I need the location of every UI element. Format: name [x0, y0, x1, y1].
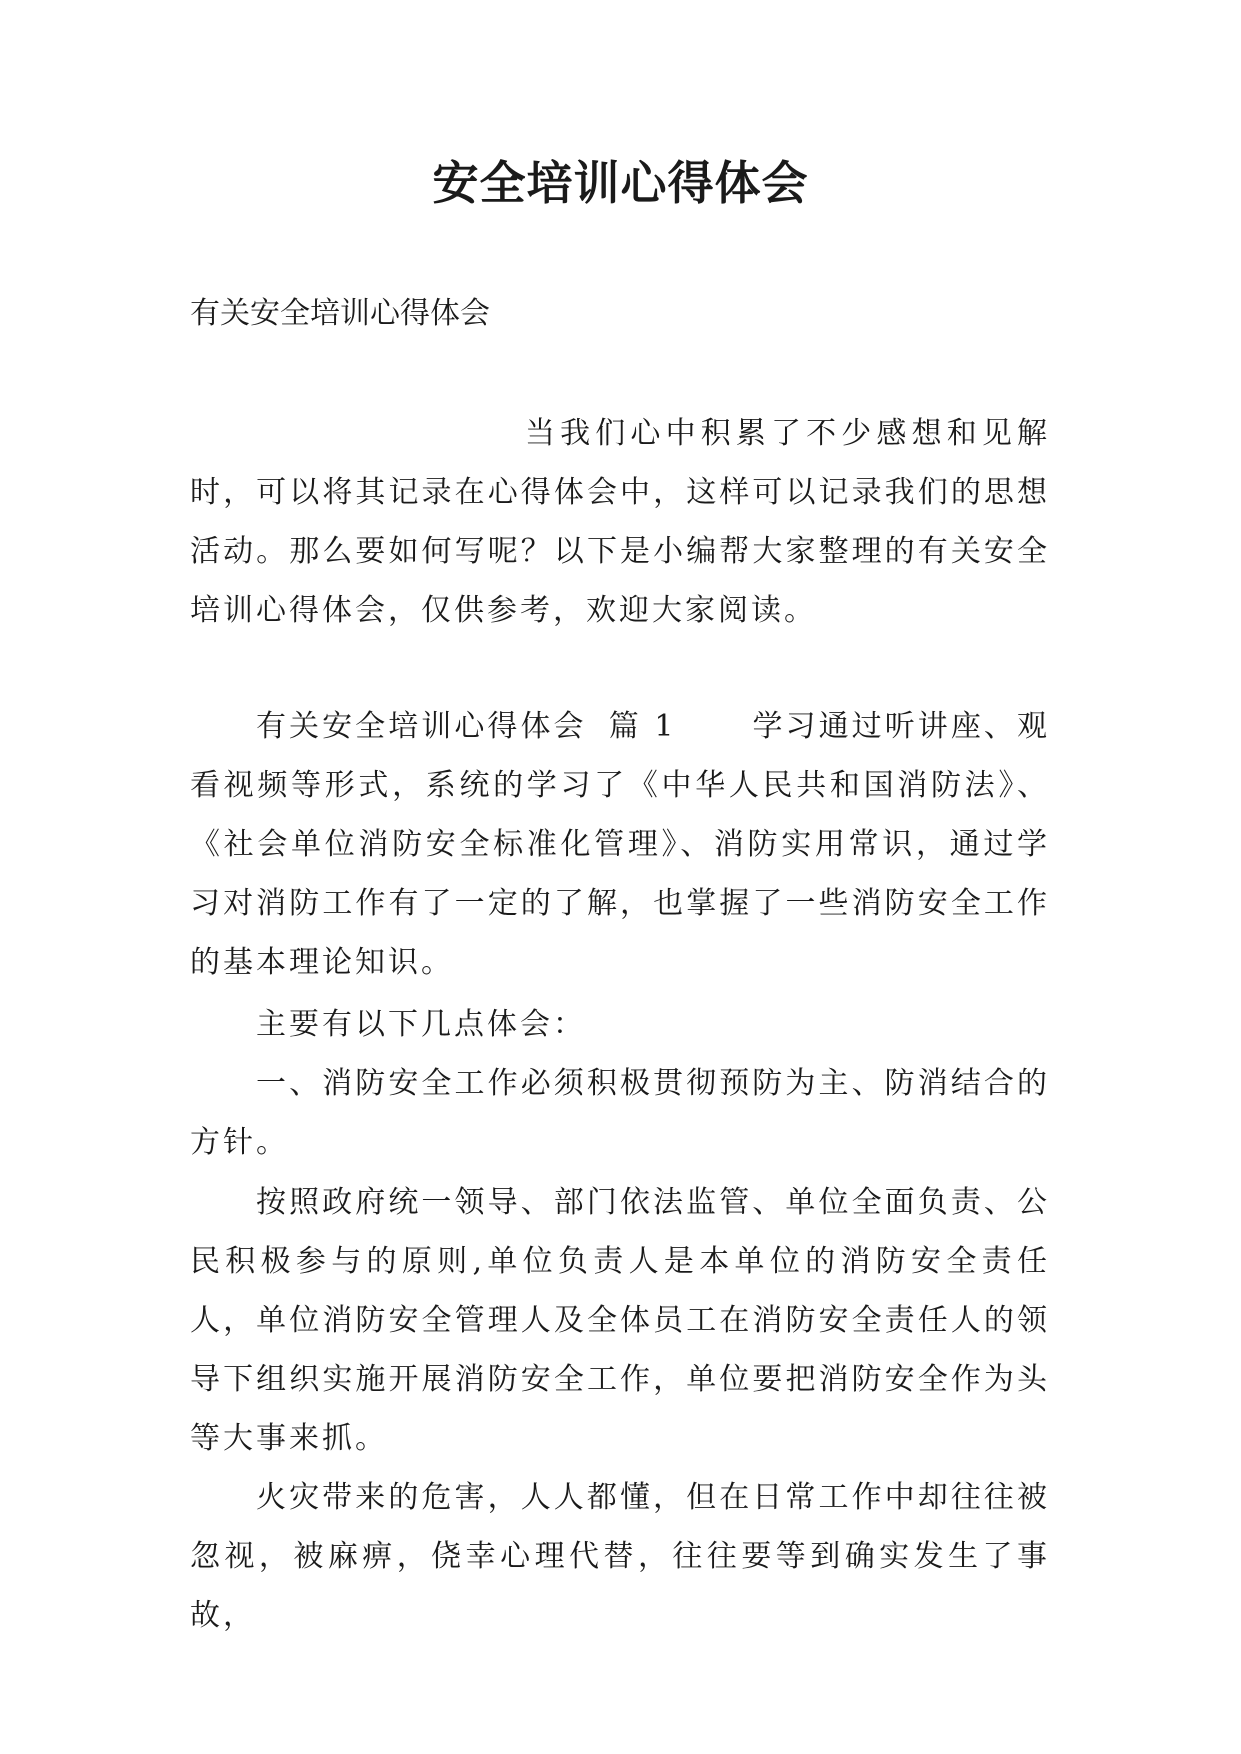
principle-paragraph: 按照政府统一领导、部门依法监管、单位全面负责、公民积极参与的原则,单位负责人是本单位的消防安全责任人，单位消防安全管理人及全体员工在消防安全责任人的领导下组织实施开展消防安全工作，单位要把消防安全作为头等大事来抓。	[190, 1185, 1050, 1456]
section-1-body: 学习通过听讲座、观看视频等形式，系统的学习了《中华人民共和国消防法》、《社会单位消防安全标准化管理》、消防实用常识，通过学习对消防工作有了一定的了解，也掌握了一些消防安全工作的基本理论知识。	[190, 709, 1050, 980]
section-1-label: 篇 1	[608, 709, 677, 744]
fire-hazard-paragraph: 火灾带来的危害，人人都懂，但在日常工作中却往往被忽视，被麻痹，侥幸心理代替，往往要等到确实发生了事故，	[190, 1480, 1050, 1633]
section-1-paragraph	[190, 697, 1050, 992]
point-1-paragraph: 一、消防安全工作必须积极贯彻预防为主、防消结合的方针。	[190, 1066, 1050, 1160]
points-intro-paragraph: 主要有以下几点体会：	[256, 1007, 586, 1042]
document-title: 安全培训心得体会	[432, 156, 809, 210]
section-1-heading: 有关安全培训心得体会	[256, 709, 587, 744]
document-subtitle: 有关安全培训心得体会	[190, 296, 490, 331]
intro-paragraph: 当我们心中积累了不少感想和见解时，可以将其记录在心得体会中，这样可以记录我们的思想活动。那么要如何写呢？以下是小编帮大家整理的有关安全培训心得体会，仅供参考，欢迎大家阅读。	[190, 416, 1050, 628]
